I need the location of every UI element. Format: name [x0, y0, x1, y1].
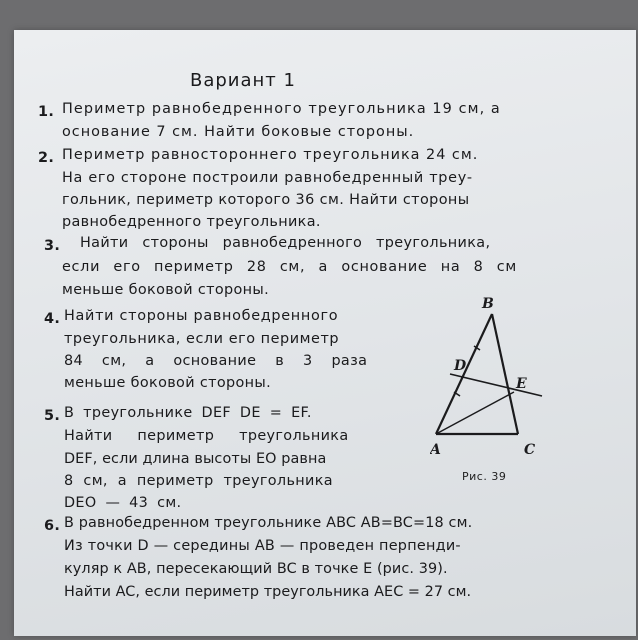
problem-2-line-1: Периметр равностороннего треугольника 24 см. [62, 147, 479, 163]
point-d-label: D [454, 358, 467, 374]
problem-5-line-4: 8 см, а периметр треугольника [64, 473, 333, 489]
figure-39-triangle-diagram [430, 294, 560, 490]
problem-6-number: 6. [44, 518, 61, 534]
problem-2-line-3: гольник, периметр которого 36 см. Найти стороны [62, 192, 470, 208]
problem-6-line-1: В равнобедренном треугольнике ABC AB=BC=18 см. [64, 515, 473, 531]
problem-5-line-2: Найти периметр треугольника [64, 428, 349, 444]
problem-4-number: 4. [44, 311, 61, 327]
problem-6-line-2: Из точки D — середины AB — проведен перпенди- [64, 538, 461, 554]
problem-3-line-2: если его периметр 28 см, а основание на 8 см [62, 259, 517, 275]
problem-3-line-1: Найти стороны равнобедренного треугольника, [80, 235, 491, 251]
problem-4-line-3: 84 см, а основание в 3 раза [64, 353, 368, 369]
segment-ae [436, 392, 514, 434]
side-bc [492, 314, 518, 434]
problem-4-line-4: меньше боковой стороны. [64, 375, 272, 391]
problem-4-line-2: треугольника, если его периметр [64, 331, 340, 347]
point-e-label: E [516, 376, 527, 392]
problem-1-line-2: основание 7 см. Найти боковые стороны. [62, 124, 415, 140]
problem-3-line-3: меньше боковой стороны. [62, 282, 270, 298]
problem-6-line-3: куляр к AB, пересекающий BC в точке E (рис. 39). [64, 561, 448, 577]
problem-5-line-3: DEF, если длина высоты EO равна [64, 451, 327, 467]
point-a-label: A [430, 442, 441, 458]
point-c-label: C [524, 442, 536, 458]
problem-1-number: 1. [38, 104, 55, 120]
worksheet-title: Вариант 1 [190, 70, 296, 91]
problem-2-line-4: равнобедренного треугольника. [62, 214, 321, 230]
point-b-label: B [482, 296, 494, 312]
perpendicular-de [450, 374, 542, 396]
figure-caption: Рис. 39 [462, 470, 507, 483]
problem-5-number: 5. [44, 408, 61, 424]
problem-2-line-2: На его стороне построили равнобедренный треу- [62, 170, 473, 186]
problem-3-number: 3. [44, 238, 61, 254]
problem-5-line-1: В треугольнике DEF DE = EF. [64, 405, 312, 421]
side-ab [436, 314, 492, 434]
problem-1-line-1: Периметр равнобедренного треугольника 19 см, а [62, 101, 501, 117]
problem-5-line-5: DEO — 43 см. [64, 495, 182, 511]
problem-2-number: 2. [38, 150, 55, 166]
problem-4-line-1: Найти стороны равнобедренного [64, 308, 339, 324]
problem-6-line-4: Найти AC, если периметр треугольника AEC = 27 см. [64, 584, 472, 600]
